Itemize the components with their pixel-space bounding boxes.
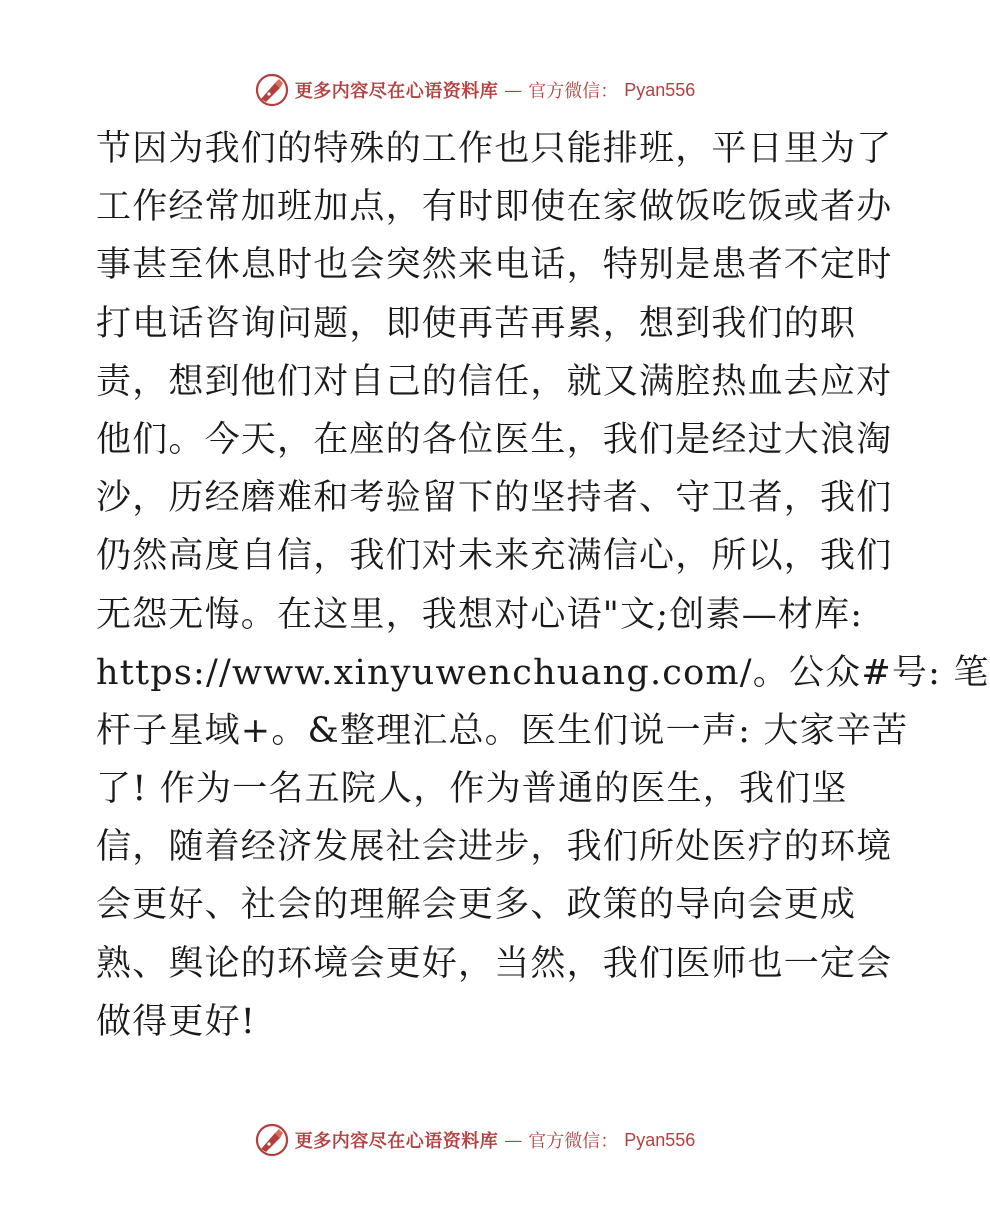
body-line: 做得更好! [96,1001,257,1042]
banner-wechat-id: Pyan556 [624,1129,696,1150]
body-line: 杆子星域+。&整理汇总。医生们说一声: 大家辛苦 [96,710,909,751]
body-line: 打电话咨询问题，即使再苦再累，想到我们的职 [96,303,857,344]
body-line: 节因为我们的特殊的工作也只能排班，平日里为了 [96,129,893,169]
body-line: 熟、舆论的环境会更好，当然，我们医师也一定会 [96,943,893,984]
banner-wechat-label: 官方微信： [528,1131,619,1152]
banner-separator: — [504,1129,523,1151]
banner-brand-text: 更多内容尽在心语资料库 [294,81,499,102]
body-line: 会更好、社会的理解会更多、政策的导向会更成 [96,885,857,926]
banner-wechat-id: Pyan556 [624,79,696,100]
body-line: 他们。今天，在座的各位医生，我们是经过大浪淘 [96,419,893,460]
banner-brand-text: 更多内容尽在心语资料库 [294,1131,499,1152]
body-line: 信，随着经济发展社会进步，我们所处医疗的环境 [96,827,893,868]
body-line: 仍然高度自信，我们对未来充满信心，所以，我们 [96,536,893,577]
body-line: 事甚至休息时也会突然来电话，特别是患者不定时 [96,245,893,286]
body-line: 了! 作为一名五院人，作为普通的医生，我们坚 [96,769,848,810]
footer-banner [0,1120,950,1160]
body-line: 责，想到他们对自己的信任，就又满腔热血去应对 [96,361,893,402]
banner-separator: — [504,79,523,101]
pen-nib-logo-icon [255,1123,289,1157]
body-line-url: https://www.xinyuwenchuang.com/。公众#号: 笔 [96,652,990,693]
body-line: 无怨无悔。在这里，我想对心语"文;创素—材库: [96,594,864,635]
body-line: 沙，历经磨难和考验留下的坚持者、守卫者，我们 [96,478,893,519]
header-banner [0,70,950,110]
document-body [96,120,990,1051]
pen-nib-logo-icon [255,73,289,107]
banner-wechat-label: 官方微信： [528,81,619,102]
body-line: 工作经常加班加点，有时即使在家做饭吃饭或者办 [96,187,893,228]
